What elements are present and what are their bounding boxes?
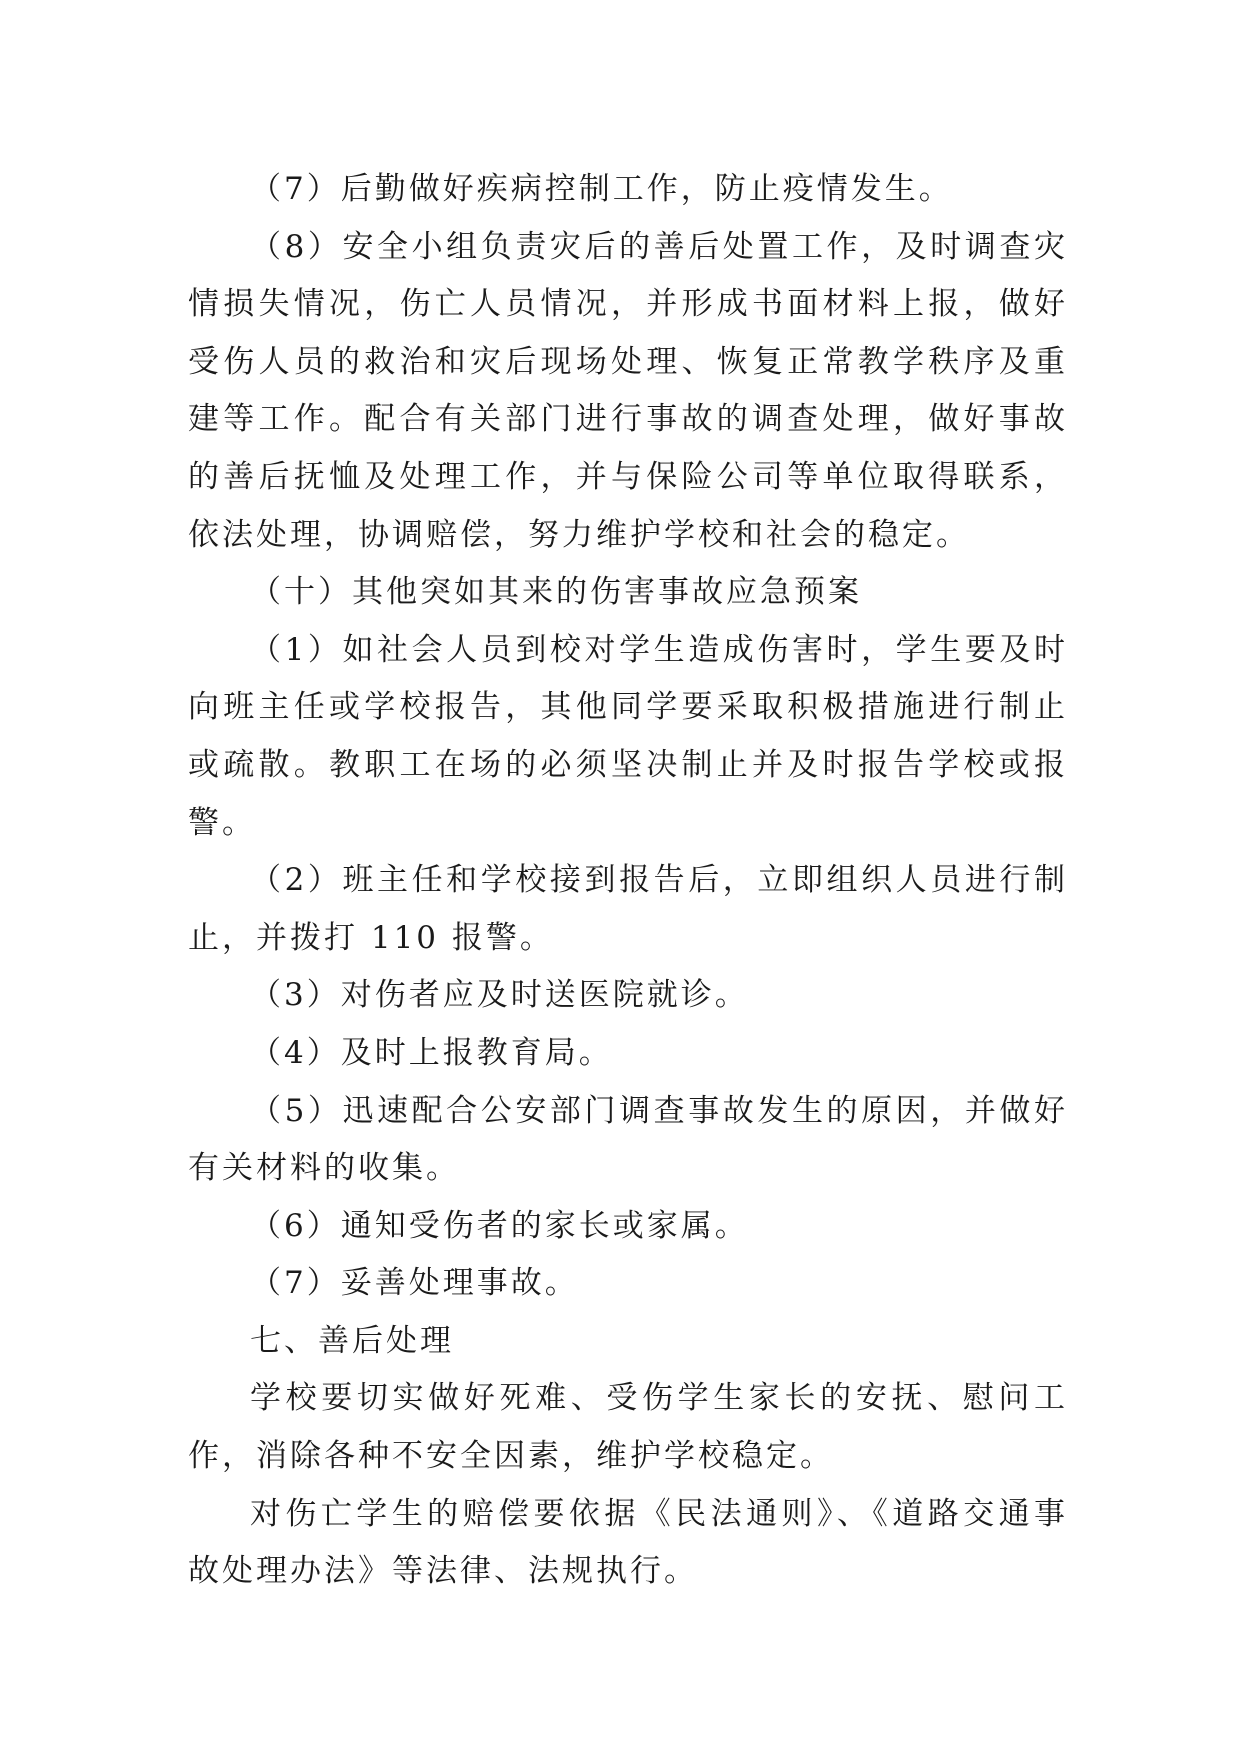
section-heading-other-injury-plan: （十）其他突如其来的伤害事故应急预案 — [250, 574, 862, 611]
paragraph-report-bureau: （4）及时上报教育局。 — [250, 1034, 613, 1071]
paragraph-call-police: （2）班主任和学校接到报告后，立即组织人员进行制止，并拨打 110 报警。 — [188, 862, 1068, 956]
paragraph-assist-police: （5）迅速配合公安部门调查事故发生的原因，并做好有关材料的收集。 — [188, 1092, 1068, 1187]
paragraph-report-injury: （1）如社会人员到校对学生造成伤害时，学生要及时向班主任或学校报告，其他同学要采取积极措施进行制止或疏散。教职工在场的必须坚决制止并及时报告学校或报警。 — [188, 631, 1068, 841]
paragraph-handle-accident: （7）妥善处理事故。 — [250, 1265, 579, 1302]
paragraph-notify-parents: （6）通知受伤者的家长或家属。 — [250, 1207, 749, 1244]
paragraph-send-hospital: （3）对伤者应及时送医院就诊。 — [250, 977, 749, 1014]
document-body — [188, 161, 1068, 1601]
paragraph-aftermath-handling: （8）安全小组负责灾后的善后处置工作，及时调查灾情损失情况，伤亡人员情况，并形成书面材料上报，做好受伤人员的救治和灾后现场处理、恢复正常教学秩序及重建等工作。配合有关部门进行事故的调查处理，做好事故的善后抚恤及处理工作，并与保险公司等单位取得联系，依法处理，协调赔偿，努力维护学校和社会的稳定。 — [188, 228, 1068, 553]
paragraph-disease-control: （7）后勤做好疾病控制工作，防止疫情发生。 — [250, 171, 953, 207]
paragraph-comfort-families: 学校要切实做好死难、受伤学生家长的安抚、慰问工作，消除各种不安全因素，维护学校稳定。 — [188, 1380, 1068, 1475]
paragraph-compensation-law: 对伤亡学生的赔偿要依据《民法通则》、《道路交通事故处理办法》等法律、法规执行。 — [188, 1495, 1068, 1590]
section-heading-aftermath: 七、善后处理 — [250, 1322, 454, 1359]
